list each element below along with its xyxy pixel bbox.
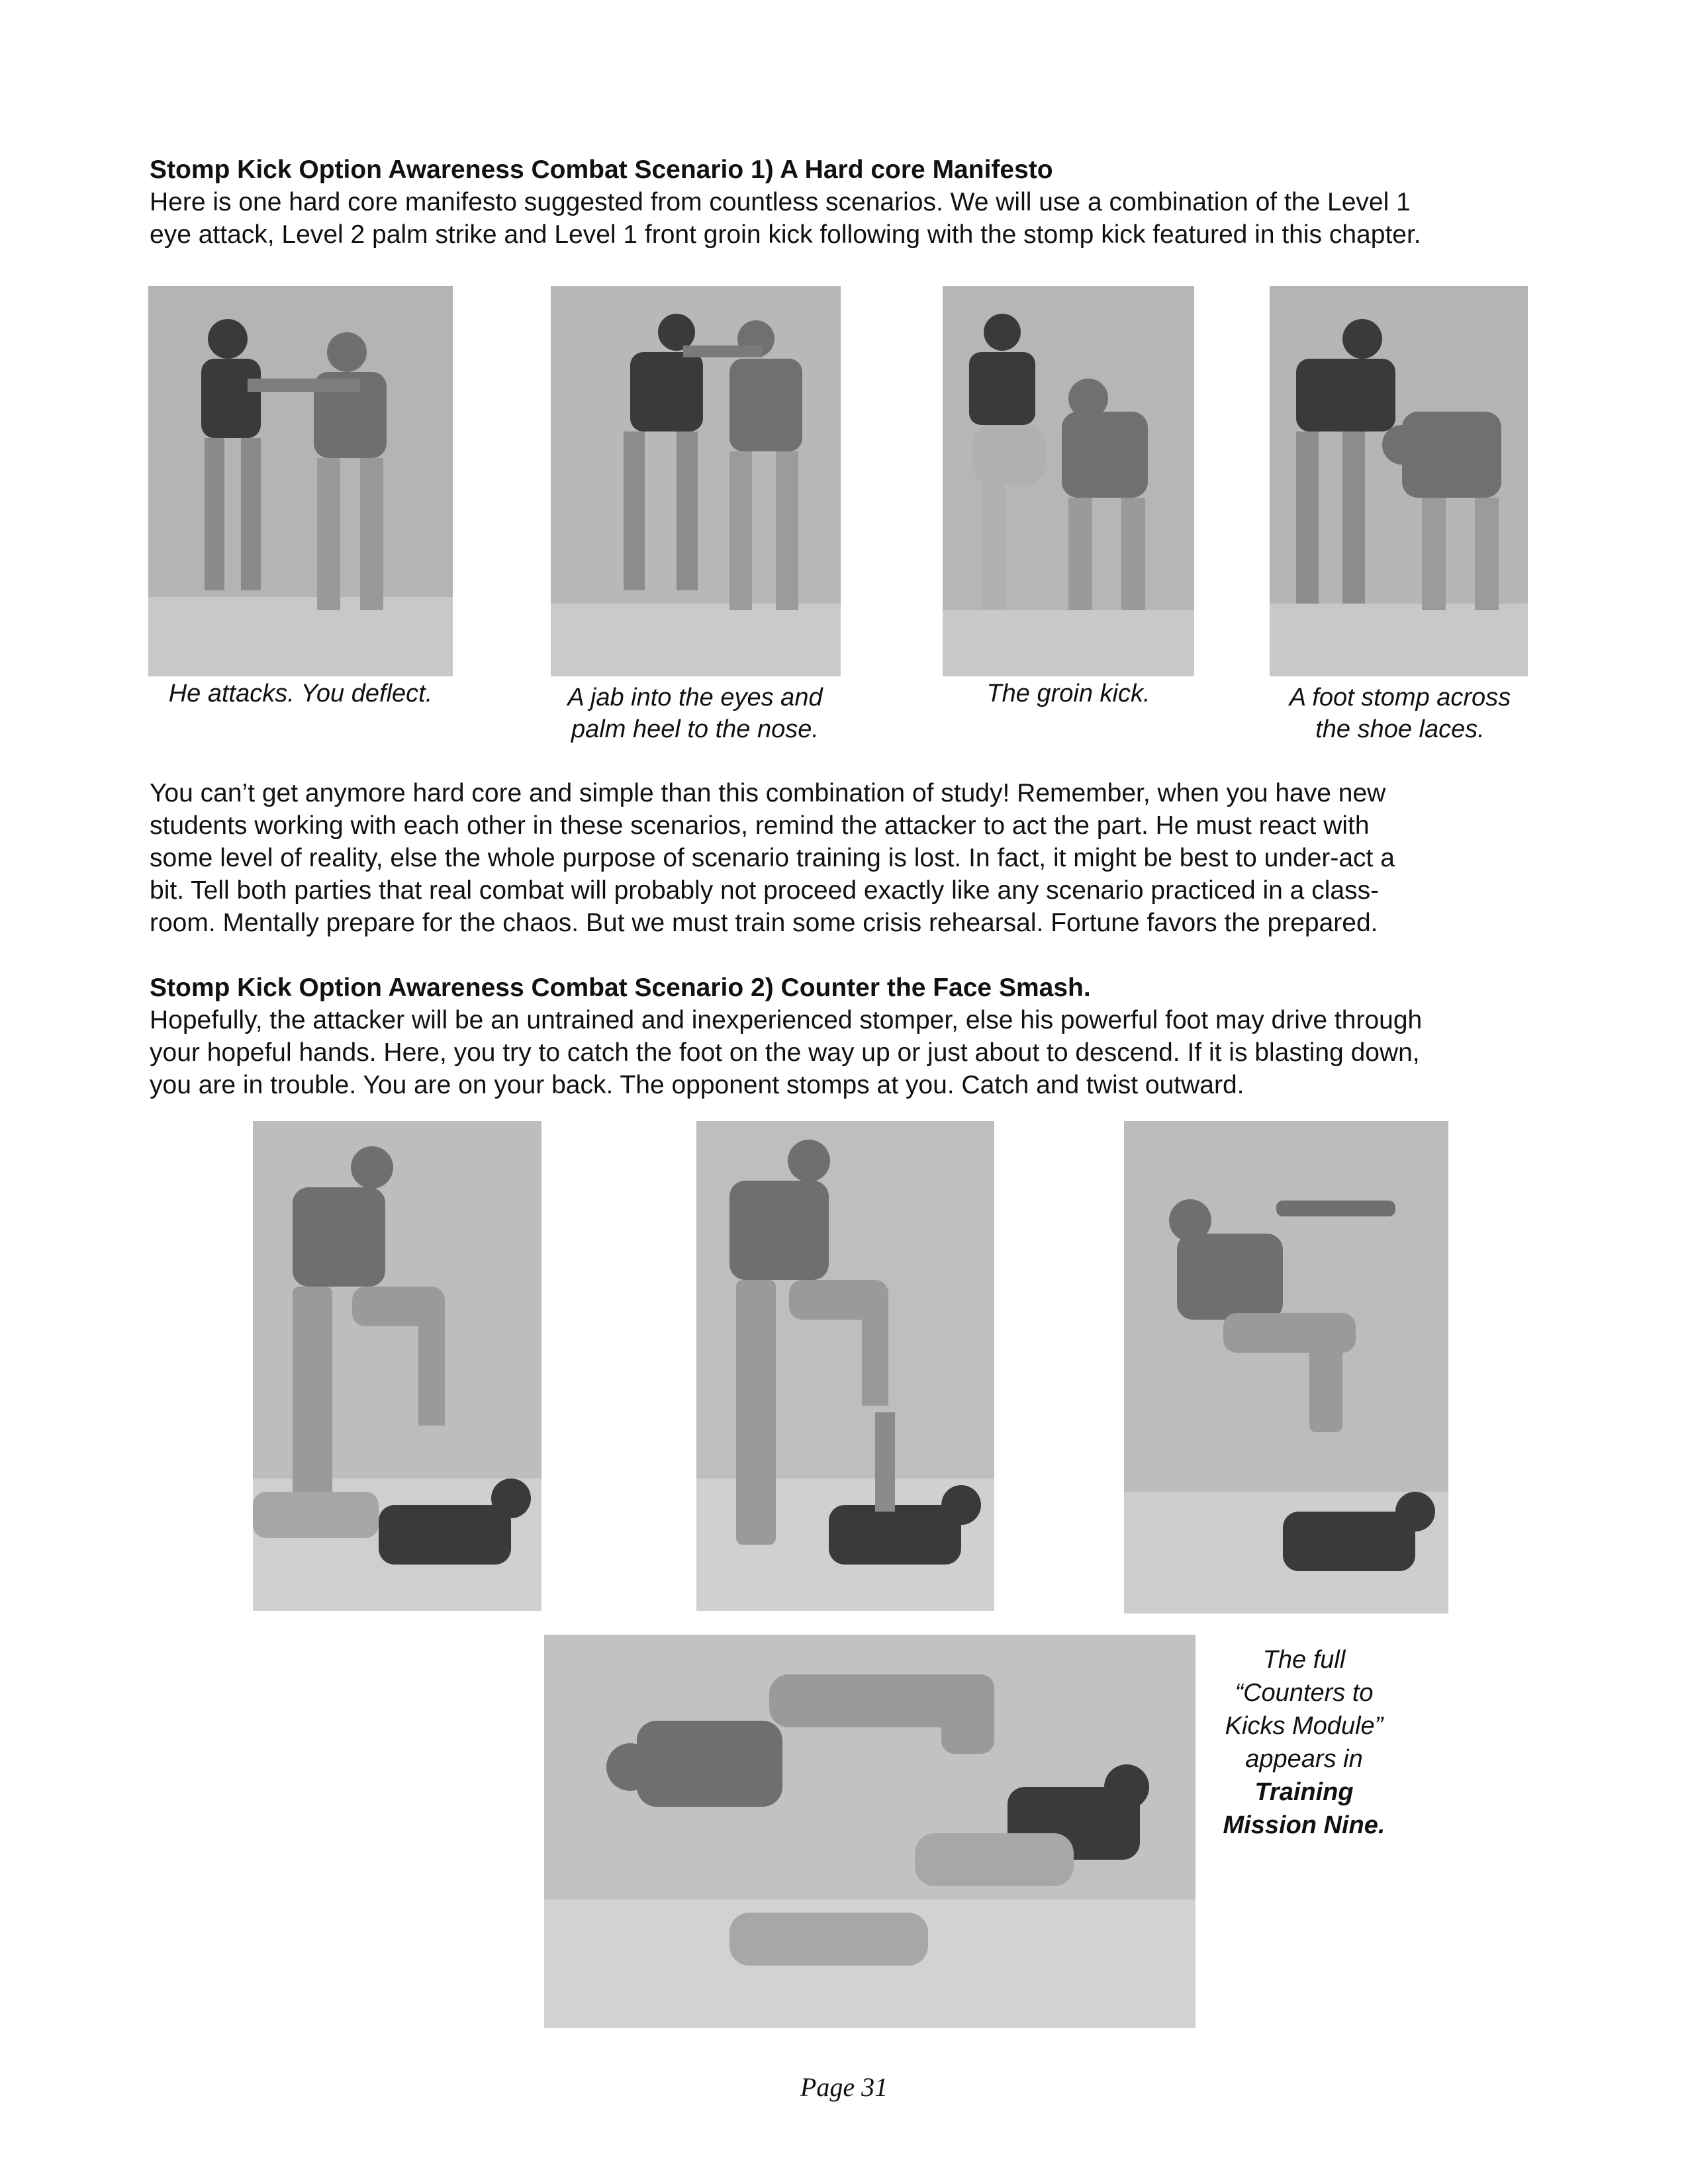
side-note-line: The full [1262,1646,1346,1674]
side-note-line: Kicks Module” [1225,1712,1383,1740]
caption-line: He attacks. You deflect. [168,680,433,707]
photo-foot-stomp [1270,286,1528,676]
section1-body-line: some level of reality, else the whole purpose of scenario training is lost. In fact, it might be best to under-act a [150,844,1395,872]
photo-stomp-catch [696,1121,994,1611]
photo-stomp-raise [253,1121,541,1611]
side-note-line-bold: Mission Nine. [1223,1811,1385,1839]
page-number: Page 31 [800,2072,888,2102]
caption-line: A foot stomp across [1289,684,1511,711]
section1-intro-line: eye attack, Level 2 palm strike and Level 1 front groin kick following with the stomp kick featured in this chapter. [150,220,1421,249]
section1-body-line: students working with each other in these scenarios, remind the attacker to act the part. He must react with [150,811,1370,840]
caption-line: the shoe laces. [1315,715,1485,743]
caption-attack-deflect [148,678,453,709]
photo-stomp-twist [1124,1121,1448,1614]
side-note-line: “Counters to [1235,1679,1374,1707]
caption-foot-stomp [1251,682,1549,745]
section1-intro [150,186,1421,251]
section1-body-line: room. Mentally prepare for the chaos. But we must train some crisis rehearsal. Fortune favors the prepared. [150,909,1378,937]
caption-line: The groin kick. [986,680,1150,707]
side-note-line: appears in [1245,1745,1363,1773]
section1-body [150,777,1395,939]
caption-line: palm heel to the nose. [571,715,819,743]
caption-jab-palm [536,682,854,745]
section1-intro-line: Here is one hard core manifesto suggested from countless scenarios. We will use a combination of the Level 1 [150,188,1411,216]
section2-intro-line: you are in trouble. You are on your back. The opponent stomps at you. Catch and twist outward. [150,1071,1244,1099]
photo-stomp-fall [544,1635,1196,2028]
photo-groin-kick [943,286,1194,676]
side-note [1218,1643,1390,1842]
section1-heading: Stomp Kick Option Awareness Combat Scenario 1) A Hard core Manifesto [150,156,1053,184]
side-note-line-bold: Training [1254,1778,1354,1806]
section2-intro-line: Hopefully, the attacker will be an untrained and inexperienced stomper, else his powerful foot may drive through [150,1006,1423,1034]
photo-attack-deflect [148,286,453,676]
section2-heading: Stomp Kick Option Awareness Combat Scenario 2) Counter the Face Smash. [150,974,1091,1002]
section2-intro-line: your hopeful hands. Here, you try to catch the foot on the way up or just about to descend. If it is blasting down, [150,1038,1420,1067]
section1-body-line: bit. Tell both parties that real combat will probably not proceed exactly like any scenario practiced in a class- [150,876,1380,905]
photo-jab-palm [551,286,841,676]
section1-body-line: You can’t get anymore hard core and simple than this combination of study! Remember, when you have new [150,779,1386,807]
section2-intro [150,1004,1422,1101]
caption-line: A jab into the eyes and [567,684,823,711]
caption-groin-kick [943,678,1194,709]
